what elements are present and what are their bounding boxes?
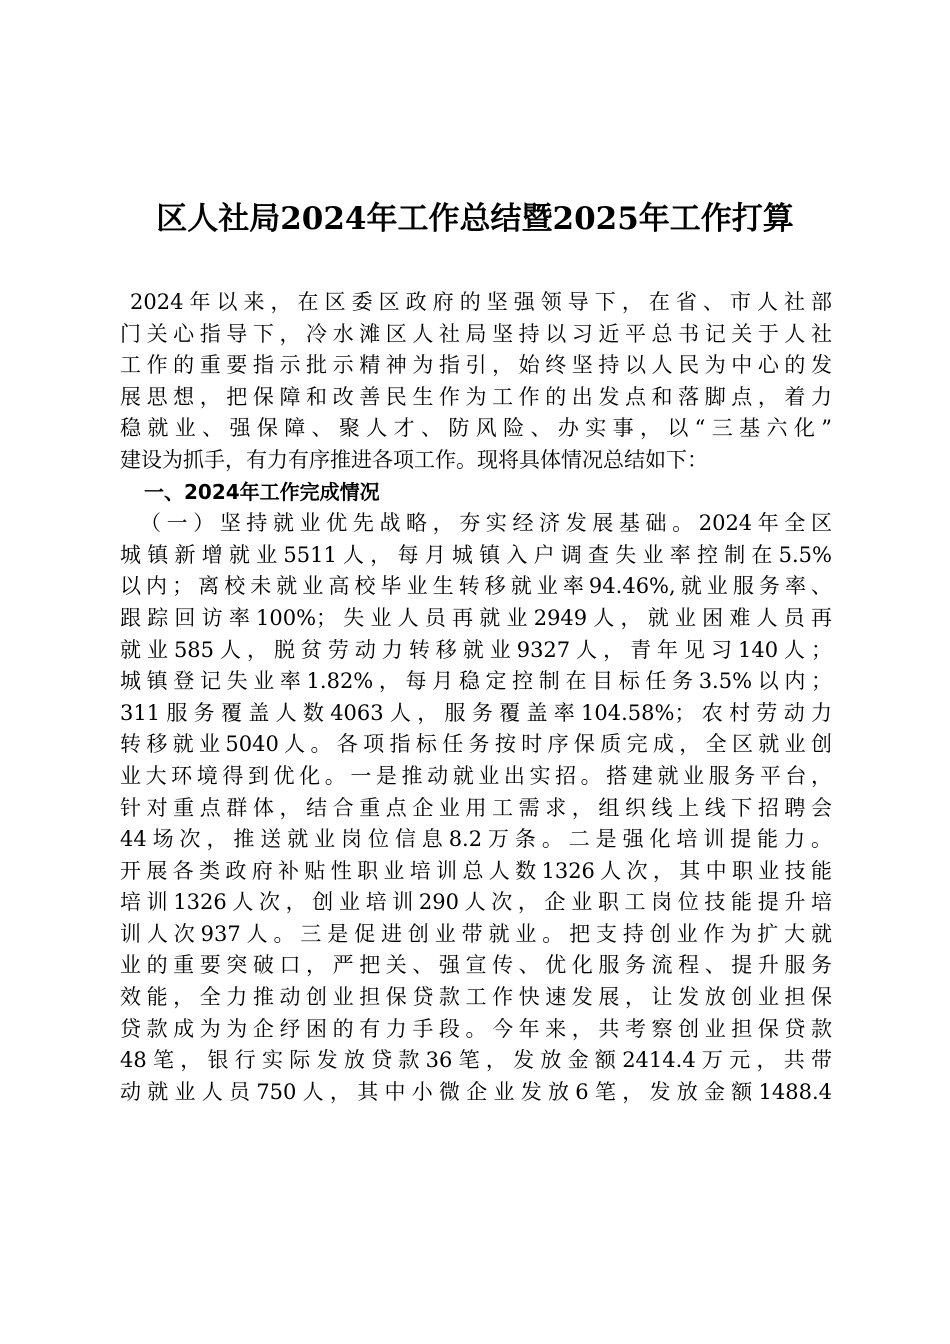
section-line: 城镇登记失业率1.82%，每月稳定控制在目标任务3.5%以内； bbox=[120, 669, 832, 694]
intro-line: 展思想，把保障和改善民生作为工作的出发点和落脚点，着力 bbox=[120, 384, 832, 409]
intro-line: 建设为抓手，有力有序推进各项工作。现将具体情况总结如下： bbox=[120, 447, 708, 472]
section-line: 培训1326人次，创业培训290人次，企业职工岗位技能提升培 bbox=[120, 890, 832, 915]
document-body bbox=[120, 287, 832, 1108]
section-line: 动就业人员750人，其中小微企业发放6笔，发放金额1488.4 bbox=[120, 1079, 832, 1104]
section-line: （一）坚持就业优先战略，夯实经济发展基础。2024年全区 bbox=[140, 511, 832, 536]
intro-line: 工作的重要指示批示精神为指引，始终坚持以人民为中心的发 bbox=[120, 353, 832, 378]
section-line: 针对重点群体，结合重点企业用工需求，组织线上线下招聘会 bbox=[120, 795, 832, 820]
intro-line: 稳就业、强保障、聚人才、防风险、办实事，以“三基六化” bbox=[120, 416, 832, 441]
section-line: 44场次，推送就业岗位信息8.2万条。二是强化培训提能力。 bbox=[120, 827, 832, 852]
section-line: 开展各类政府补贴性职业培训总人数1326人次，其中职业技能 bbox=[120, 858, 832, 883]
section-line: 训人次937人。三是促进创业带就业。把支持创业作为扩大就 bbox=[120, 921, 832, 946]
section-line: 业大环境得到优化。一是推动就业出实招。搭建就业服务平台， bbox=[120, 763, 832, 788]
intro-line: 门关心指导下，冷水滩区人社局坚持以习近平总书记关于人社 bbox=[120, 321, 832, 346]
section-line: 以内；离校未就业高校毕业生转移就业率94.46%,就业服务率、 bbox=[120, 574, 832, 599]
intro-line: 2024年以来，在区委区政府的坚强领导下，在省、市人社部 bbox=[130, 290, 832, 314]
section-line: 转移就业5040人。各项指标任务按时序保质完成，全区就业创 bbox=[120, 732, 832, 757]
section-line: 311服务覆盖人数4063人，服务覆盖率104.58%；农村劳动力 bbox=[120, 700, 832, 725]
section-line: 跟踪回访率100%；失业人员再就业2949人，就业困难人员再 bbox=[120, 605, 832, 630]
section-heading: 一、2024年工作完成情况 bbox=[144, 479, 380, 504]
section-line: 业的重要突破口，严把关、强宣传、优化服务流程、提升服务 bbox=[120, 953, 832, 978]
section-line: 城镇新增就业5511人，每月城镇入户调查失业率控制在5.5% bbox=[120, 542, 832, 567]
document-title: 区人社局2024年工作总结暨2025年工作打算 bbox=[156, 201, 794, 237]
section-line: 贷款成为为企纾困的有力手段。今年来，共考察创业担保贷款 bbox=[120, 1016, 832, 1041]
section-line: 48笔，银行实际发放贷款36笔，发放金额2414.4万元，共带 bbox=[120, 1048, 832, 1073]
section-line: 效能，全力推动创业担保贷款工作快速发展，让发放创业担保 bbox=[120, 985, 832, 1010]
section-line: 就业585人，脱贫劳动力转移就业9327人，青年见习140人； bbox=[120, 637, 832, 662]
